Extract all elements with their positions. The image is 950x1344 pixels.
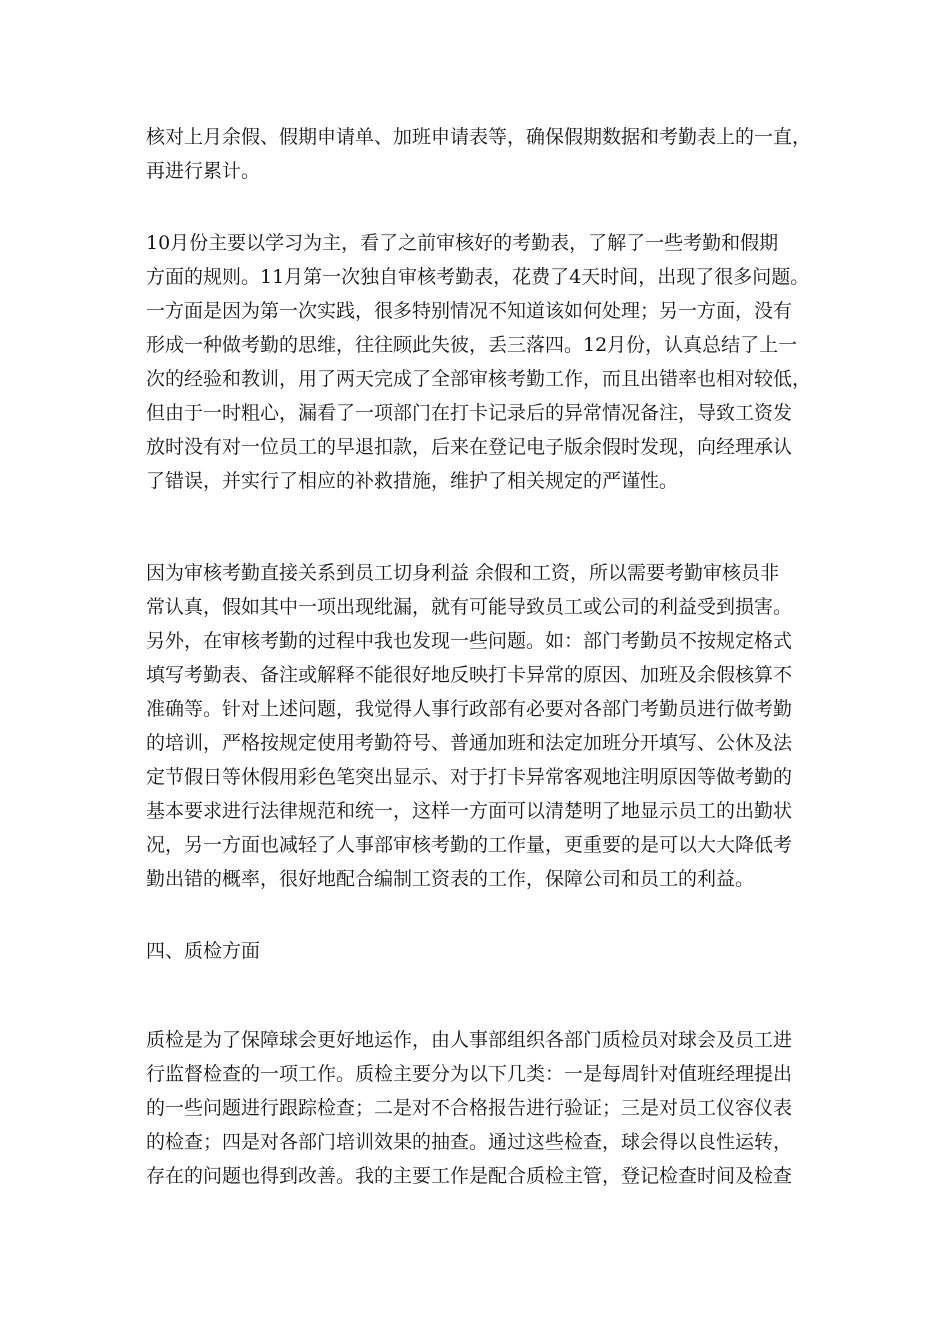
paragraph-quality-inspection <box>146 1023 792 1193</box>
text-line: 一方面是因为第一次实践，很多特别情况不知道该如何处理；另一方面，没有 <box>146 300 793 322</box>
text-line: 另外，在审核考勤的过程中我也发现一些问题。如：部门考勤员不按规定格式 <box>146 630 793 652</box>
section-heading-quality-inspection <box>146 934 260 968</box>
text-line: 行监督检查的一项工作。质检主要分为以下几类：一是每周针对值班经理提出 <box>146 1063 793 1085</box>
text-line: 但由于一时粗心，漏看了一项部门在打卡记录后的异常情况备注，导致工资发 <box>146 402 793 424</box>
paragraph-attendance-issues <box>146 556 792 896</box>
text-line: 核对上月余假、假期申请单、加班申请表等，确保假期数据和考勤表上的一直， <box>146 126 812 148</box>
text-line: 次的经验和教训，用了两天完成了全部审核考勤工作，而且出错率也相对较低， <box>146 368 812 390</box>
text-line: 的一些问题进行跟踪检查；二是对不合格报告进行验证；三是对员工仪容仪表 <box>146 1097 793 1119</box>
text-line: 10月份主要以学习为主，看了之前审核好的考勤表，了解了一些考勤和假期 <box>146 232 779 254</box>
text-line: 因为审核考勤直接关系到员工切身利益 余假和工资，所以需要考勤审核员非 <box>146 562 780 584</box>
text-line: 基本要求进行法律规范和统一，这样一方面可以清楚明了地显示员工的出勤状 <box>146 800 793 822</box>
text-line: 勤出错的概率，很好地配合编制工资表的工作，保障公司和员工的利益。 <box>146 868 755 890</box>
text-line: 况，另一方面也减轻了人事部审核考勤的工作量，更重要的是可以大大降低考 <box>146 834 793 856</box>
text-line: 的培训，严格按规定使用考勤符号、普通加班和法定加班分开填写、公休及法 <box>146 732 793 754</box>
text-line: 准确等。针对上述问题，我觉得人事行政部有必要对各部门考勤员进行做考勤 <box>146 698 793 720</box>
text-line: 常认真，假如其中一项出现纰漏，就有可能导致员工或公司的利益受到损害。 <box>146 596 793 618</box>
text-line: 质检是为了保障球会更好地运作，由人事部组织各部门质检员对球会及员工进 <box>146 1029 793 1051</box>
text-line: 形成一种做考勤的思维，往往顾此失彼，丢三落四。12月份，认真总结了上一 <box>146 334 798 356</box>
text-line: 存在的问题也得到改善。我的主要工作是配合质检主管，登记检查时间及检查 <box>146 1165 793 1187</box>
text-line: 的检查；四是对各部门培训效果的抽查。通过这些检查，球会得以良性运转， <box>146 1131 793 1153</box>
text-line: 了错误，并实行了相应的补救措施，维护了相关规定的严谨性。 <box>146 470 679 492</box>
section-heading: 四、质检方面 <box>146 940 261 962</box>
paragraph-monthly-progress <box>146 226 811 498</box>
text-line: 方面的规则。11月第一次独自审核考勤表，花费了4天时间，出现了很多问题。 <box>146 266 810 288</box>
text-line: 放时没有对一位员工的早退扣款，后来在登记电子版余假时发现，向经理承认 <box>146 436 793 458</box>
text-line: 填写考勤表、备注或解释不能很好地反映打卡异常的原因、加班及余假核算不 <box>146 664 793 686</box>
text-line: 再进行累计。 <box>146 160 261 182</box>
text-line: 定节假日等休假用彩色笔突出显示、对于打卡异常客观地注明原因等做考勤的 <box>146 766 793 788</box>
paragraph-leave-verification <box>146 120 811 188</box>
